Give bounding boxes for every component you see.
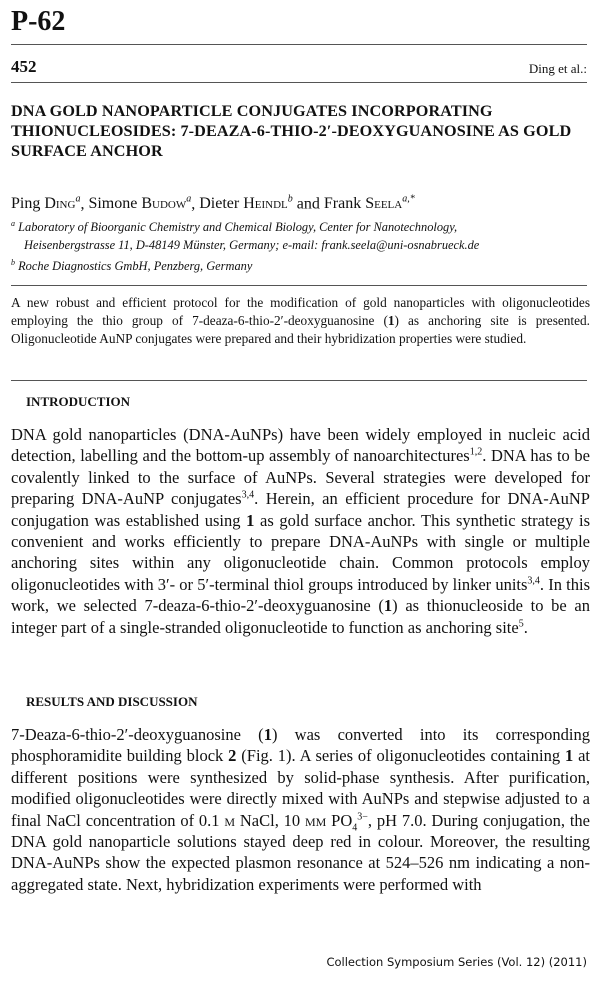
- author: Simone Budow$^a$: [88, 194, 192, 213]
- paper-title: DNA GOLD NANOPARTICLE CONJUGATES INCORPORATING THIONUCLEOSIDES: 7-DEAZA-6-THIO-2′-DEOXYGUANOSINE AS GOLD SURFACE ANCHOR: [11, 102, 572, 160]
- header-divider: [11, 82, 587, 83]
- page-number: 452: [11, 57, 37, 76]
- author-list: Ping Ding$^a$, Simone Budow$^a$, Dieter Heindl$^b$ and Frank Seela$^{a,*}$: [11, 194, 415, 213]
- author: Ping Ding$^a$: [11, 194, 81, 213]
- results-body: 7-Deaza-6-thio-2′-deoxyguanosine (1) was converted into its corresponding phosphoramidite building block 2 (Fig. 1). A series of oligonucleotides containing 1 at different positions were synthesized by solid-phase synthesis. After purification, modified oligonucleotides were directly mixed with AuNPs and stepwise adjusted to a final NaCl concentration of 0.1 m NaCl, 10 mm $PO_4^{3-}$, pH 7.0. During conjugation, the DNA gold nanoparticle solutions stayed deep red in colour. Moreover, the resulting DNA-AuNPs show the expected plasmon resonance at 524–526 nm indicating a non-aggregated state. Next, hybridization experiments were performed with: [11, 725, 591, 894]
- affiliation-a-line2: Heisenbergstrasse 11, D-48149 Münster, Germany; e-mail: frank.seela@uni-osnabrueck.de: [24, 237, 480, 252]
- abstract-bottom-divider: [11, 380, 587, 381]
- affiliations: [11, 215, 591, 276]
- author: Dieter Heindl$^b$: [199, 194, 293, 213]
- abstract: A new robust and efficient protocol for the modification of gold nanoparticles with oligonucleotides employing the thio group of 7-deaza-6-thio-2′-deoxyguanosine (1) as anchoring site is presented. Oligonucleotide AuNP conjugates were prepared and their hybridization properties were studied.: [11, 295, 590, 346]
- author: Frank Seela$^{a,*}$: [323, 194, 415, 213]
- abstract-top-divider: [11, 285, 587, 286]
- running-head: Ding et al.:: [528, 61, 587, 76]
- footer-series: Collection Symposium Series (Vol. 12) (2011): [326, 955, 587, 969]
- results-heading: RESULTS AND DISCUSSION: [26, 694, 198, 709]
- introduction-body: DNA gold nanoparticles (DNA-AuNPs) have been widely employed in nucleic acid detection, labelling and the bottom-up assembly of nanoarchitectures$^{1,2}$. DNA has to be covalently linked to the surface of AuNPs. Several strategies were developed for preparing DNA-AuNP conjugates$^{3,4}$. Herein, an efficient procedure for DNA-AuNP conjugation was established using 1 as gold surface anchor. This synthetic strategy is convenient and works efficiently to prepare DNA-AuNPs with single or multiple anchoring sites within any oligonucleotide chain. Common protocols employ oligonucleotides with 3′- or 5′-terminal thiol groups introduced by linker units$^{3,4}$. In this work, we selected 7-deaza-6-thio-2′-deoxyguanosine (1) as thionucleoside to be an integer part of a single-stranded oligonucleotide to function as anchoring site$^5$.: [11, 425, 590, 637]
- poster-id: P-62: [11, 6, 66, 37]
- introduction-heading: INTRODUCTION: [26, 394, 131, 409]
- affiliation-a: $^a$ Laboratory of Bioorganic Chemistry and Chemical Biology, Center for Nanotechnology,: [11, 219, 458, 235]
- top-divider: [11, 44, 587, 45]
- affiliation-b: $^b$ Roche Diagnostics GmbH, Penzberg, Germany: [11, 258, 253, 274]
